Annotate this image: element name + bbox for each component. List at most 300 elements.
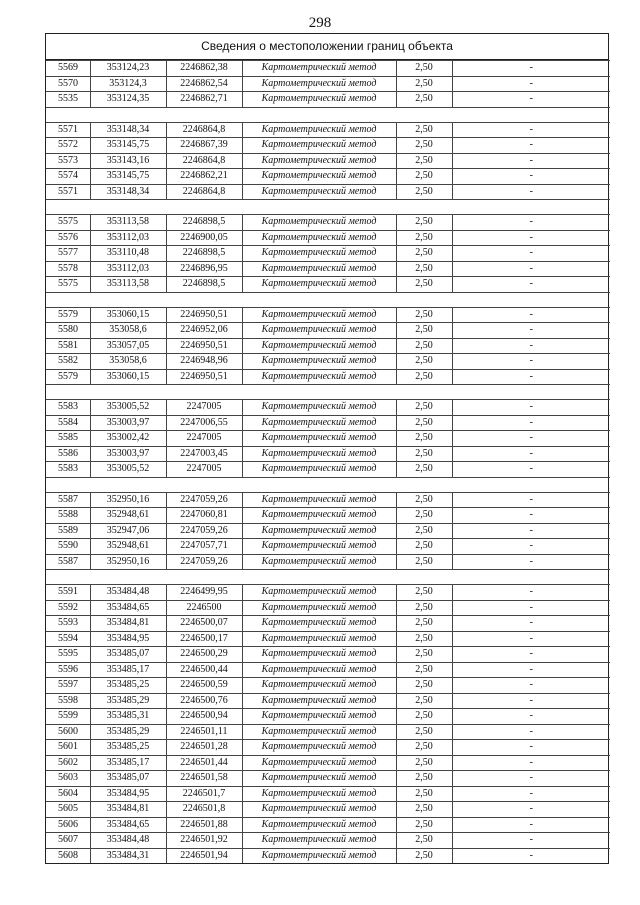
table-row bbox=[46, 153, 610, 169]
y-coordinate-cell: 2246864,8 bbox=[166, 184, 242, 200]
accuracy-cell: 2,50 bbox=[396, 246, 452, 262]
accuracy-cell: 2,50 bbox=[396, 215, 452, 231]
description-cell: - bbox=[452, 662, 610, 678]
point-number-cell: 5585 bbox=[46, 431, 90, 447]
x-coordinate-cell: 352947,06 bbox=[90, 523, 166, 539]
accuracy-cell: 2,50 bbox=[396, 415, 452, 431]
table-row bbox=[46, 693, 610, 709]
x-coordinate-cell: 353124,23 bbox=[90, 61, 166, 77]
description-cell: - bbox=[452, 61, 610, 77]
group-separator-row bbox=[46, 107, 610, 122]
method-cell: Картометрический метод bbox=[242, 786, 396, 802]
description-cell: - bbox=[452, 169, 610, 185]
table-row bbox=[46, 554, 610, 570]
description-cell: - bbox=[452, 215, 610, 231]
x-coordinate-cell: 352948,61 bbox=[90, 539, 166, 555]
y-coordinate-cell: 2246500,17 bbox=[166, 631, 242, 647]
description-cell: - bbox=[452, 230, 610, 246]
x-coordinate-cell: 353484,65 bbox=[90, 600, 166, 616]
method-cell: Картометрический метод bbox=[242, 833, 396, 849]
x-coordinate-cell: 353484,31 bbox=[90, 848, 166, 863]
description-cell: - bbox=[452, 616, 610, 632]
accuracy-cell: 2,50 bbox=[396, 817, 452, 833]
table-row bbox=[46, 215, 610, 231]
y-coordinate-cell: 2247060,81 bbox=[166, 508, 242, 524]
accuracy-cell: 2,50 bbox=[396, 771, 452, 787]
page-number: 298 bbox=[308, 15, 332, 31]
point-number-cell: 5598 bbox=[46, 693, 90, 709]
point-number-cell: 5575 bbox=[46, 215, 90, 231]
table-row bbox=[46, 817, 610, 833]
accuracy-cell: 2,50 bbox=[396, 307, 452, 323]
accuracy-cell: 2,50 bbox=[396, 833, 452, 849]
method-cell: Картометрический метод bbox=[242, 724, 396, 740]
point-number-cell: 5581 bbox=[46, 338, 90, 354]
point-number-cell: 5579 bbox=[46, 307, 90, 323]
accuracy-cell: 2,50 bbox=[396, 740, 452, 756]
point-number-cell: 5583 bbox=[46, 400, 90, 416]
y-coordinate-cell: 2246499,95 bbox=[166, 585, 242, 601]
accuracy-cell: 2,50 bbox=[396, 693, 452, 709]
method-cell: Картометрический метод bbox=[242, 802, 396, 818]
point-number-cell: 5593 bbox=[46, 616, 90, 632]
point-number-cell: 5595 bbox=[46, 647, 90, 663]
x-coordinate-cell: 353484,65 bbox=[90, 817, 166, 833]
table-body bbox=[46, 61, 610, 864]
x-coordinate-cell: 353485,25 bbox=[90, 740, 166, 756]
description-cell: - bbox=[452, 277, 610, 293]
method-cell: Картометрический метод bbox=[242, 215, 396, 231]
table-row bbox=[46, 786, 610, 802]
table-row bbox=[46, 833, 610, 849]
method-cell: Картометрический метод bbox=[242, 740, 396, 756]
accuracy-cell: 2,50 bbox=[396, 354, 452, 370]
accuracy-cell: 2,50 bbox=[396, 92, 452, 108]
method-cell: Картометрический метод bbox=[242, 338, 396, 354]
x-coordinate-cell: 353485,17 bbox=[90, 755, 166, 771]
y-coordinate-cell: 2246867,39 bbox=[166, 138, 242, 154]
method-cell: Картометрический метод bbox=[242, 184, 396, 200]
table-row bbox=[46, 662, 610, 678]
x-coordinate-cell: 353124,35 bbox=[90, 92, 166, 108]
accuracy-cell: 2,50 bbox=[396, 400, 452, 416]
accuracy-cell: 2,50 bbox=[396, 61, 452, 77]
description-cell: - bbox=[452, 307, 610, 323]
description-cell: - bbox=[452, 153, 610, 169]
method-cell: Картометрический метод bbox=[242, 631, 396, 647]
accuracy-cell: 2,50 bbox=[396, 76, 452, 92]
x-coordinate-cell: 353058,6 bbox=[90, 354, 166, 370]
point-number-cell: 5569 bbox=[46, 61, 90, 77]
x-coordinate-cell: 353484,48 bbox=[90, 585, 166, 601]
accuracy-cell: 2,50 bbox=[396, 492, 452, 508]
y-coordinate-cell: 2247006,55 bbox=[166, 415, 242, 431]
y-coordinate-cell: 2247005 bbox=[166, 431, 242, 447]
y-coordinate-cell: 2246501,7 bbox=[166, 786, 242, 802]
description-cell: - bbox=[452, 709, 610, 725]
point-number-cell: 5599 bbox=[46, 709, 90, 725]
group-separator-row bbox=[46, 477, 610, 492]
y-coordinate-cell: 2246501,28 bbox=[166, 740, 242, 756]
point-number-cell: 5575 bbox=[46, 277, 90, 293]
point-number-cell: 5600 bbox=[46, 724, 90, 740]
method-cell: Картометрический метод bbox=[242, 431, 396, 447]
accuracy-cell: 2,50 bbox=[396, 616, 452, 632]
y-coordinate-cell: 2246896,95 bbox=[166, 261, 242, 277]
x-coordinate-cell: 353485,17 bbox=[90, 662, 166, 678]
accuracy-cell: 2,50 bbox=[396, 338, 452, 354]
y-coordinate-cell: 2246950,51 bbox=[166, 307, 242, 323]
y-coordinate-cell: 2247005 bbox=[166, 400, 242, 416]
accuracy-cell: 2,50 bbox=[396, 184, 452, 200]
point-number-cell: 5587 bbox=[46, 554, 90, 570]
description-cell: - bbox=[452, 802, 610, 818]
x-coordinate-cell: 352950,16 bbox=[90, 554, 166, 570]
x-coordinate-cell: 353005,52 bbox=[90, 462, 166, 478]
table-row bbox=[46, 539, 610, 555]
x-coordinate-cell: 353005,52 bbox=[90, 400, 166, 416]
point-number-cell: 5603 bbox=[46, 771, 90, 787]
description-cell: - bbox=[452, 446, 610, 462]
description-cell: - bbox=[452, 631, 610, 647]
accuracy-cell: 2,50 bbox=[396, 323, 452, 339]
point-number-cell: 5608 bbox=[46, 848, 90, 863]
separator-cell bbox=[46, 292, 610, 307]
point-number-cell: 5607 bbox=[46, 833, 90, 849]
point-number-cell: 5578 bbox=[46, 261, 90, 277]
table-title: Сведения о местоположении границ объекта bbox=[46, 34, 608, 60]
y-coordinate-cell: 2246501,44 bbox=[166, 755, 242, 771]
x-coordinate-cell: 353060,15 bbox=[90, 307, 166, 323]
point-number-cell: 5586 bbox=[46, 446, 90, 462]
x-coordinate-cell: 353145,75 bbox=[90, 138, 166, 154]
separator-cell bbox=[46, 477, 610, 492]
y-coordinate-cell: 2246862,54 bbox=[166, 76, 242, 92]
y-coordinate-cell: 2247059,26 bbox=[166, 492, 242, 508]
accuracy-cell: 2,50 bbox=[396, 755, 452, 771]
description-cell: - bbox=[452, 400, 610, 416]
description-cell: - bbox=[452, 585, 610, 601]
method-cell: Картометрический метод bbox=[242, 817, 396, 833]
table-row bbox=[46, 369, 610, 385]
method-cell: Картометрический метод bbox=[242, 446, 396, 462]
x-coordinate-cell: 353003,97 bbox=[90, 446, 166, 462]
point-number-cell: 5590 bbox=[46, 539, 90, 555]
y-coordinate-cell: 2247059,26 bbox=[166, 523, 242, 539]
x-coordinate-cell: 353058,6 bbox=[90, 323, 166, 339]
point-number-cell: 5606 bbox=[46, 817, 90, 833]
method-cell: Картометрический метод bbox=[242, 462, 396, 478]
table-row bbox=[46, 600, 610, 616]
accuracy-cell: 2,50 bbox=[396, 600, 452, 616]
description-cell: - bbox=[452, 184, 610, 200]
method-cell: Картометрический метод bbox=[242, 709, 396, 725]
y-coordinate-cell: 2246864,8 bbox=[166, 122, 242, 138]
description-cell: - bbox=[452, 848, 610, 863]
method-cell: Картометрический метод bbox=[242, 169, 396, 185]
table-row bbox=[46, 848, 610, 863]
description-cell: - bbox=[452, 338, 610, 354]
accuracy-cell: 2,50 bbox=[396, 554, 452, 570]
description-cell: - bbox=[452, 76, 610, 92]
description-cell: - bbox=[452, 600, 610, 616]
point-number-cell: 5591 bbox=[46, 585, 90, 601]
method-cell: Картометрический метод bbox=[242, 277, 396, 293]
separator-cell bbox=[46, 385, 610, 400]
accuracy-cell: 2,50 bbox=[396, 678, 452, 694]
table-row bbox=[46, 678, 610, 694]
description-cell: - bbox=[452, 246, 610, 262]
point-number-cell: 5570 bbox=[46, 76, 90, 92]
point-number-cell: 5571 bbox=[46, 184, 90, 200]
y-coordinate-cell: 2246501,58 bbox=[166, 771, 242, 787]
y-coordinate-cell: 2246864,8 bbox=[166, 153, 242, 169]
x-coordinate-cell: 353485,29 bbox=[90, 693, 166, 709]
table-row bbox=[46, 338, 610, 354]
accuracy-cell: 2,50 bbox=[396, 122, 452, 138]
table-row bbox=[46, 462, 610, 478]
y-coordinate-cell: 2246952,06 bbox=[166, 323, 242, 339]
x-coordinate-cell: 353113,58 bbox=[90, 215, 166, 231]
description-cell: - bbox=[452, 462, 610, 478]
accuracy-cell: 2,50 bbox=[396, 631, 452, 647]
point-number-cell: 5571 bbox=[46, 122, 90, 138]
description-cell: - bbox=[452, 771, 610, 787]
description-cell: - bbox=[452, 492, 610, 508]
y-coordinate-cell: 2246862,71 bbox=[166, 92, 242, 108]
method-cell: Картометрический метод bbox=[242, 61, 396, 77]
y-coordinate-cell: 2246500,29 bbox=[166, 647, 242, 663]
accuracy-cell: 2,50 bbox=[396, 431, 452, 447]
accuracy-cell: 2,50 bbox=[396, 709, 452, 725]
x-coordinate-cell: 353110,48 bbox=[90, 246, 166, 262]
method-cell: Картометрический метод bbox=[242, 138, 396, 154]
x-coordinate-cell: 353484,95 bbox=[90, 631, 166, 647]
method-cell: Картометрический метод bbox=[242, 354, 396, 370]
table-row bbox=[46, 400, 610, 416]
x-coordinate-cell: 353485,25 bbox=[90, 678, 166, 694]
method-cell: Картометрический метод bbox=[242, 693, 396, 709]
y-coordinate-cell: 2247003,45 bbox=[166, 446, 242, 462]
description-cell: - bbox=[452, 122, 610, 138]
accuracy-cell: 2,50 bbox=[396, 848, 452, 863]
table-row bbox=[46, 616, 610, 632]
y-coordinate-cell: 2247005 bbox=[166, 462, 242, 478]
point-number-cell: 5588 bbox=[46, 508, 90, 524]
table-row bbox=[46, 277, 610, 293]
x-coordinate-cell: 353484,81 bbox=[90, 802, 166, 818]
x-coordinate-cell: 353485,07 bbox=[90, 771, 166, 787]
point-number-cell: 5574 bbox=[46, 169, 90, 185]
y-coordinate-cell: 2246501,88 bbox=[166, 817, 242, 833]
y-coordinate-cell: 2246898,5 bbox=[166, 246, 242, 262]
table-row bbox=[46, 307, 610, 323]
x-coordinate-cell: 353057,05 bbox=[90, 338, 166, 354]
method-cell: Картометрический метод bbox=[242, 523, 396, 539]
table-row bbox=[46, 647, 610, 663]
method-cell: Картометрический метод bbox=[242, 755, 396, 771]
table-row bbox=[46, 771, 610, 787]
accuracy-cell: 2,50 bbox=[396, 169, 452, 185]
point-number-cell: 5596 bbox=[46, 662, 90, 678]
accuracy-cell: 2,50 bbox=[396, 277, 452, 293]
description-cell: - bbox=[452, 369, 610, 385]
y-coordinate-cell: 2246950,51 bbox=[166, 338, 242, 354]
x-coordinate-cell: 353484,81 bbox=[90, 616, 166, 632]
point-number-cell: 5587 bbox=[46, 492, 90, 508]
y-coordinate-cell: 2246898,5 bbox=[166, 215, 242, 231]
x-coordinate-cell: 353003,97 bbox=[90, 415, 166, 431]
description-cell: - bbox=[452, 786, 610, 802]
point-number-cell: 5604 bbox=[46, 786, 90, 802]
boundary-table-frame bbox=[45, 33, 609, 864]
method-cell: Картометрический метод bbox=[242, 246, 396, 262]
accuracy-cell: 2,50 bbox=[396, 230, 452, 246]
x-coordinate-cell: 352948,61 bbox=[90, 508, 166, 524]
table-row bbox=[46, 184, 610, 200]
accuracy-cell: 2,50 bbox=[396, 585, 452, 601]
point-number-cell: 5535 bbox=[46, 92, 90, 108]
point-number-cell: 5577 bbox=[46, 246, 90, 262]
y-coordinate-cell: 2246500 bbox=[166, 600, 242, 616]
description-cell: - bbox=[452, 554, 610, 570]
accuracy-cell: 2,50 bbox=[396, 523, 452, 539]
y-coordinate-cell: 2246898,5 bbox=[166, 277, 242, 293]
method-cell: Картометрический метод bbox=[242, 616, 396, 632]
method-cell: Картометрический метод bbox=[242, 492, 396, 508]
point-number-cell: 5582 bbox=[46, 354, 90, 370]
accuracy-cell: 2,50 bbox=[396, 802, 452, 818]
y-coordinate-cell: 2246500,07 bbox=[166, 616, 242, 632]
table-row bbox=[46, 724, 610, 740]
x-coordinate-cell: 353145,75 bbox=[90, 169, 166, 185]
table-row bbox=[46, 354, 610, 370]
description-cell: - bbox=[452, 261, 610, 277]
table-row bbox=[46, 431, 610, 447]
description-cell: - bbox=[452, 539, 610, 555]
point-number-cell: 5583 bbox=[46, 462, 90, 478]
accuracy-cell: 2,50 bbox=[396, 261, 452, 277]
y-coordinate-cell: 2246900,05 bbox=[166, 230, 242, 246]
x-coordinate-cell: 353148,34 bbox=[90, 122, 166, 138]
accuracy-cell: 2,50 bbox=[396, 462, 452, 478]
separator-cell bbox=[46, 570, 610, 585]
method-cell: Картометрический метод bbox=[242, 539, 396, 555]
description-cell: - bbox=[452, 431, 610, 447]
x-coordinate-cell: 353148,34 bbox=[90, 184, 166, 200]
table-row bbox=[46, 246, 610, 262]
method-cell: Картометрический метод bbox=[242, 323, 396, 339]
x-coordinate-cell: 353113,58 bbox=[90, 277, 166, 293]
table-row bbox=[46, 631, 610, 647]
table-row bbox=[46, 585, 610, 601]
y-coordinate-cell: 2246950,51 bbox=[166, 369, 242, 385]
accuracy-cell: 2,50 bbox=[396, 662, 452, 678]
table-row bbox=[46, 76, 610, 92]
group-separator-row bbox=[46, 292, 610, 307]
table-row bbox=[46, 138, 610, 154]
table-row bbox=[46, 61, 610, 77]
description-cell: - bbox=[452, 678, 610, 694]
point-number-cell: 5576 bbox=[46, 230, 90, 246]
method-cell: Картометрический метод bbox=[242, 554, 396, 570]
table-row bbox=[46, 415, 610, 431]
description-cell: - bbox=[452, 724, 610, 740]
separator-cell bbox=[46, 107, 610, 122]
x-coordinate-cell: 353112,03 bbox=[90, 230, 166, 246]
accuracy-cell: 2,50 bbox=[396, 724, 452, 740]
method-cell: Картометрический метод bbox=[242, 415, 396, 431]
table-row bbox=[46, 122, 610, 138]
method-cell: Картометрический метод bbox=[242, 261, 396, 277]
description-cell: - bbox=[452, 138, 610, 154]
y-coordinate-cell: 2246948,96 bbox=[166, 354, 242, 370]
method-cell: Картометрический метод bbox=[242, 647, 396, 663]
method-cell: Картометрический метод bbox=[242, 122, 396, 138]
description-cell: - bbox=[452, 354, 610, 370]
point-number-cell: 5589 bbox=[46, 523, 90, 539]
description-cell: - bbox=[452, 508, 610, 524]
x-coordinate-cell: 353002,42 bbox=[90, 431, 166, 447]
point-number-cell: 5573 bbox=[46, 153, 90, 169]
accuracy-cell: 2,50 bbox=[396, 138, 452, 154]
table-row bbox=[46, 261, 610, 277]
method-cell: Картометрический метод bbox=[242, 369, 396, 385]
accuracy-cell: 2,50 bbox=[396, 647, 452, 663]
group-separator-row bbox=[46, 570, 610, 585]
y-coordinate-cell: 2247057,71 bbox=[166, 539, 242, 555]
table-row bbox=[46, 755, 610, 771]
description-cell: - bbox=[452, 415, 610, 431]
y-coordinate-cell: 2246501,94 bbox=[166, 848, 242, 863]
y-coordinate-cell: 2247059,26 bbox=[166, 554, 242, 570]
method-cell: Картометрический метод bbox=[242, 600, 396, 616]
y-coordinate-cell: 2246862,38 bbox=[166, 61, 242, 77]
accuracy-cell: 2,50 bbox=[396, 446, 452, 462]
table-row bbox=[46, 230, 610, 246]
group-separator-row bbox=[46, 200, 610, 215]
accuracy-cell: 2,50 bbox=[396, 508, 452, 524]
description-cell: - bbox=[452, 833, 610, 849]
accuracy-cell: 2,50 bbox=[396, 539, 452, 555]
method-cell: Картометрический метод bbox=[242, 230, 396, 246]
description-cell: - bbox=[452, 92, 610, 108]
y-coordinate-cell: 2246862,21 bbox=[166, 169, 242, 185]
x-coordinate-cell: 353143,16 bbox=[90, 153, 166, 169]
x-coordinate-cell: 353485,31 bbox=[90, 709, 166, 725]
point-number-cell: 5572 bbox=[46, 138, 90, 154]
accuracy-cell: 2,50 bbox=[396, 786, 452, 802]
table-row bbox=[46, 92, 610, 108]
accuracy-cell: 2,50 bbox=[396, 153, 452, 169]
point-number-cell: 5579 bbox=[46, 369, 90, 385]
x-coordinate-cell: 352950,16 bbox=[90, 492, 166, 508]
method-cell: Картометрический метод bbox=[242, 848, 396, 863]
x-coordinate-cell: 353124,3 bbox=[90, 76, 166, 92]
table-row bbox=[46, 323, 610, 339]
description-cell: - bbox=[452, 755, 610, 771]
method-cell: Картометрический метод bbox=[242, 76, 396, 92]
method-cell: Картометрический метод bbox=[242, 508, 396, 524]
table-row bbox=[46, 802, 610, 818]
y-coordinate-cell: 2246500,59 bbox=[166, 678, 242, 694]
table-row bbox=[46, 169, 610, 185]
table-row bbox=[46, 709, 610, 725]
method-cell: Картометрический метод bbox=[242, 678, 396, 694]
y-coordinate-cell: 2246500,44 bbox=[166, 662, 242, 678]
y-coordinate-cell: 2246501,92 bbox=[166, 833, 242, 849]
method-cell: Картометрический метод bbox=[242, 92, 396, 108]
